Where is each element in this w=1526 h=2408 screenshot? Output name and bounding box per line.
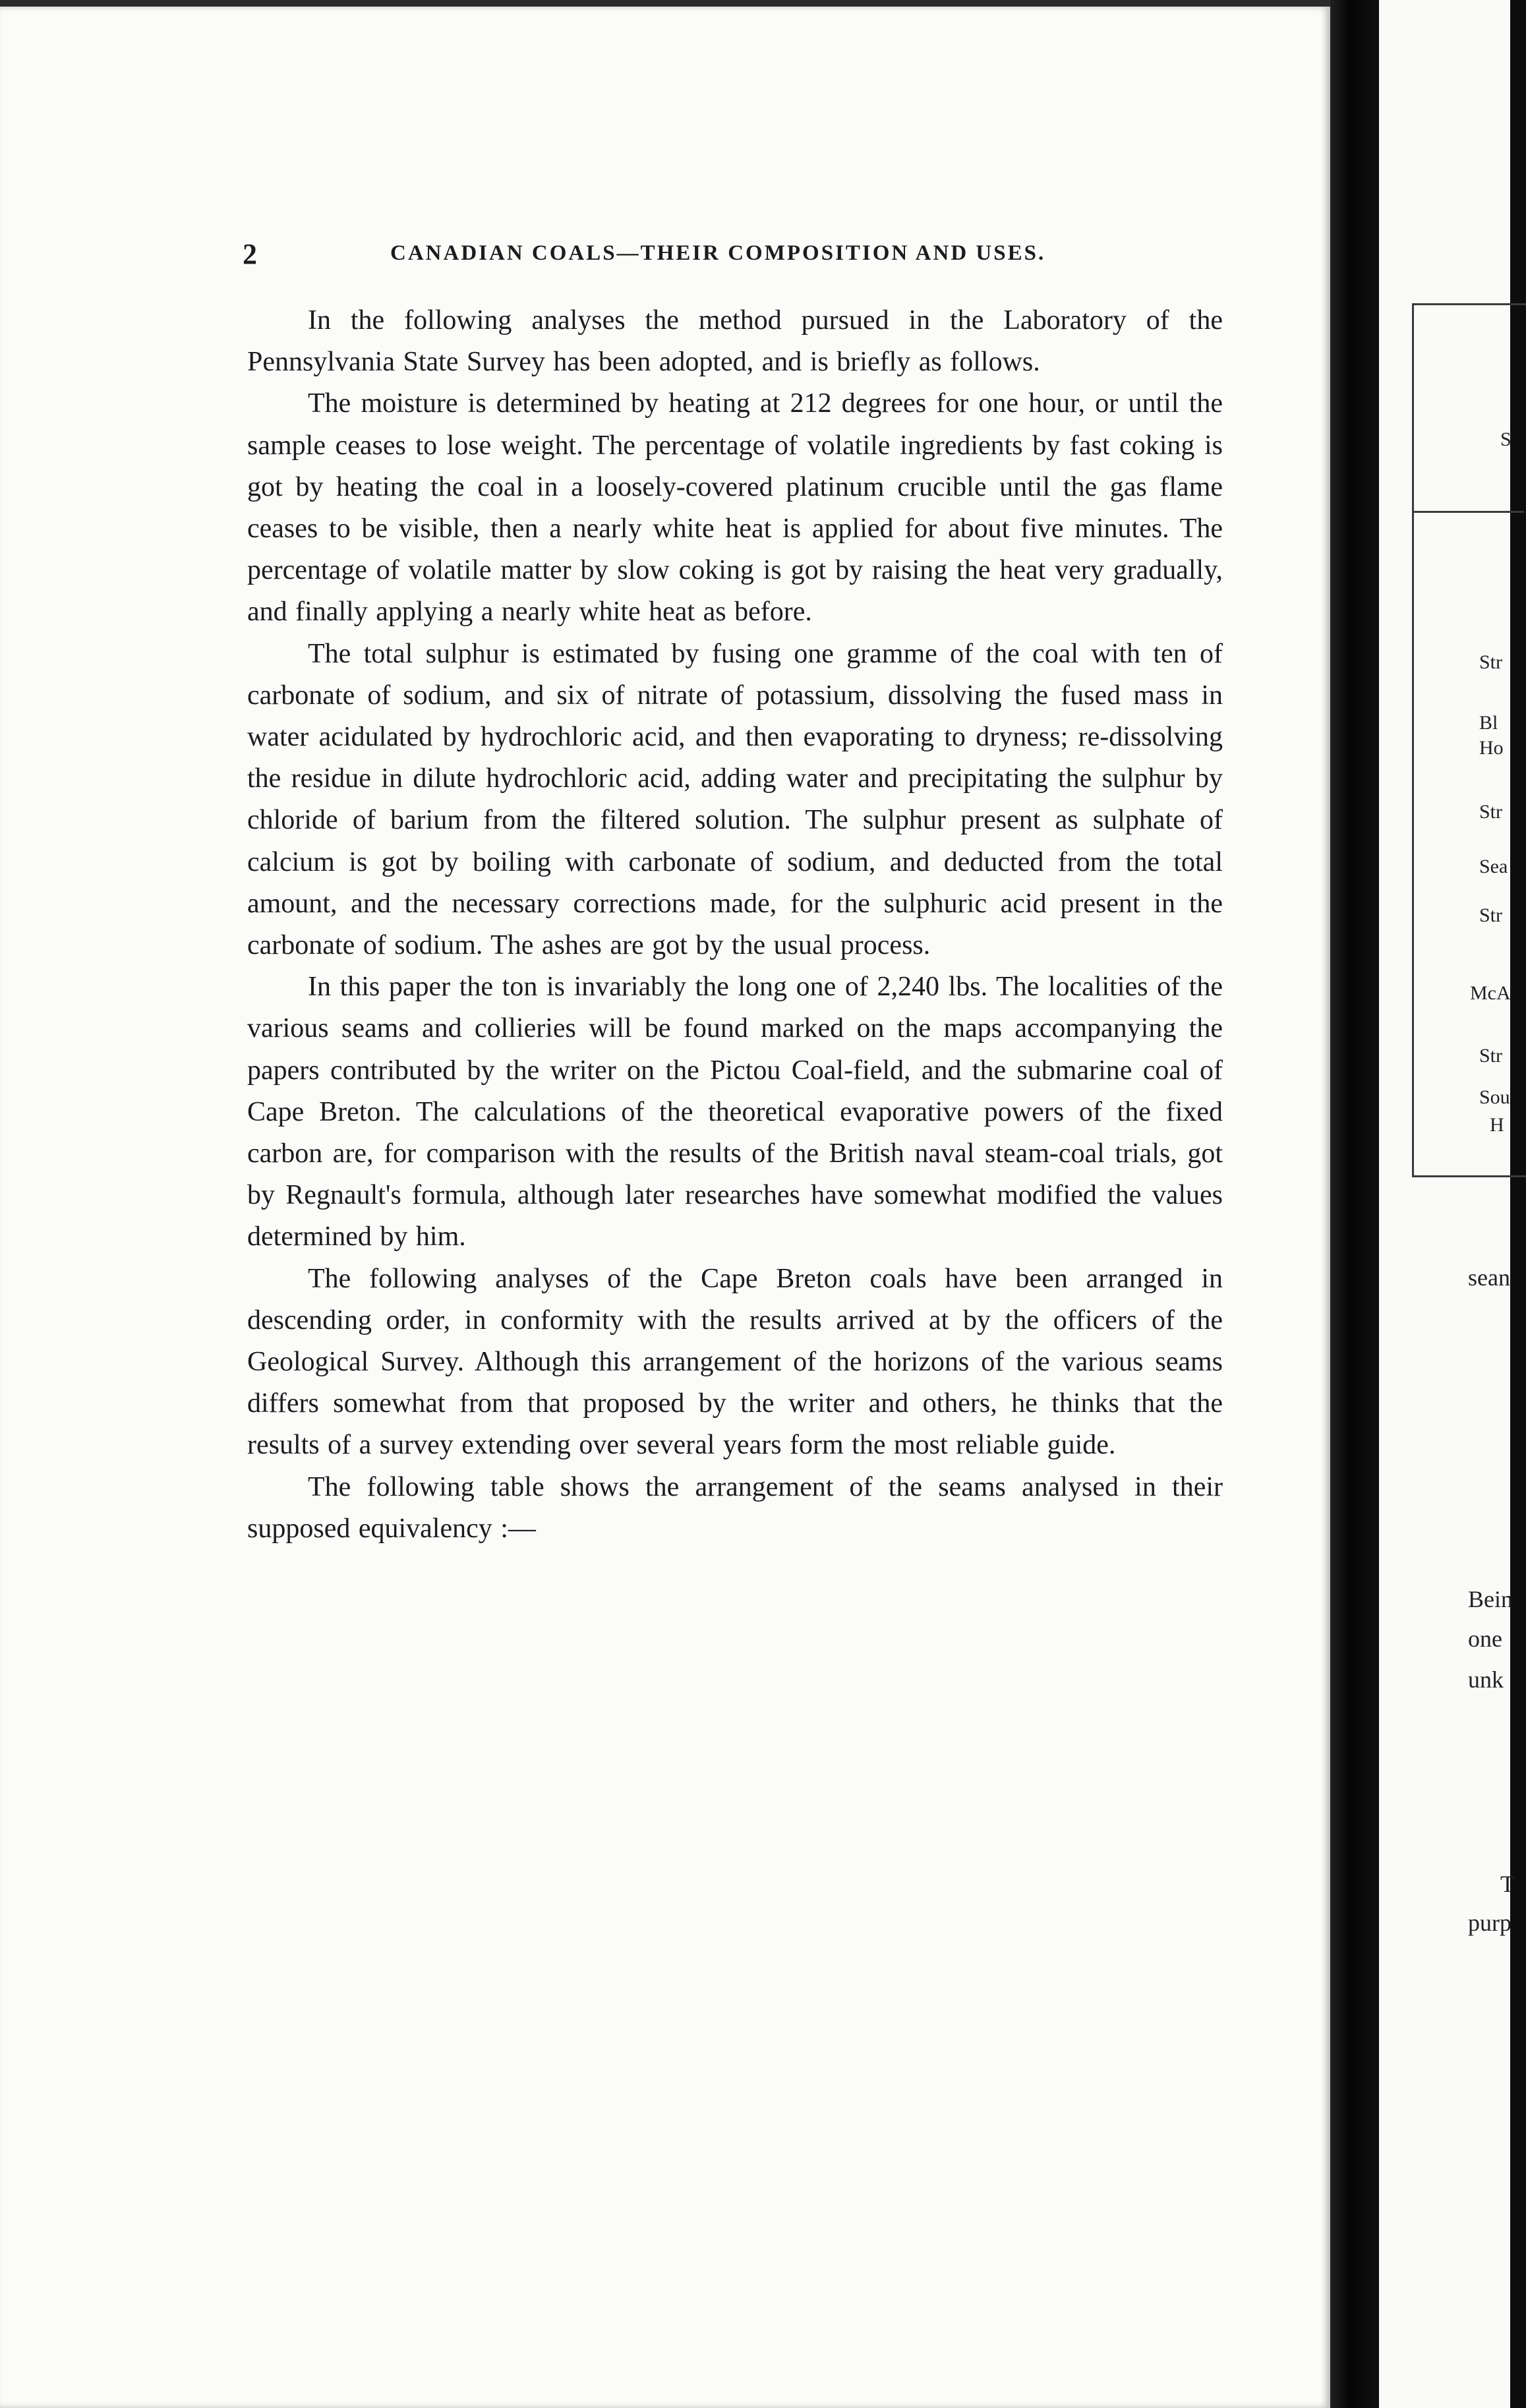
paragraph-method: In the following analyses the method pursued in the Laboratory of the Pennsylvania State Survey has been adopted, and is briefly as follows.	[247, 305, 1223, 378]
paragraph-moisture: The moisture is determined by heating at 212 degrees for one hour, or until the sample ceases to lose weight. The percentage of volatile ingredients by fast coking is got by heating the coal in a loosely-covered platinum crucible until the gas flame ceases to be visible, then a nearly white heat is applied for about five minutes. The percentage of volatile matter by slow coking is got by raising the heat very gradually, and finally applying a nearly white heat as before.	[247, 388, 1223, 628]
page-number: 2	[243, 238, 257, 270]
facing-fragment: Bl	[1479, 712, 1498, 734]
paragraph-sulphur: The total sulphur is estimated by fusing one gramme of the coal with ten of carbonate of sodium, and six of nitrate of potassium, dissolving the fused mass in water acidulated by hydrochloric acid, and then evaporating to dryness; re-dissolving the residue in dilute hydrochloric acid, adding water and precipitating the sulphur by chloride of barium from the filtered solution. The sulphur present as sulphate of calcium is got by boiling with carbonate of sodium, and deducted from the total amount, and the necessary corrections made, for the sulphuric acid present in the carbonate of sodium. The ashes are got by the usual process.	[247, 638, 1223, 961]
facing-fragment: unk	[1468, 1666, 1504, 1693]
running-head: CANADIAN COALS—THEIR COMPOSITION AND USES.	[390, 241, 1046, 265]
paragraph-table-intro: The following table shows the arrangement of the seams analysed in their supposed equivalency :—	[247, 1471, 1223, 1544]
facing-fragment: Str	[1479, 801, 1503, 823]
facing-fragment: Bein	[1468, 1586, 1513, 1612]
page-header	[243, 236, 1212, 276]
facing-fragment: S	[1500, 428, 1511, 450]
facing-table-rule	[1412, 511, 1524, 513]
facing-fragment: Sea	[1479, 856, 1508, 877]
book-gutter	[1330, 0, 1379, 2408]
paragraph-analyses-order: The following analyses of the Cape Breton coals have been arranged in descending order, in conformity with the results arrived at by the officers of the Geological Survey. Although this arrangement of the horizons of the various seams differs somewhat from that proposed by the writer and others, he thinks that the results of a survey extending over several years form the most reliable guide.	[247, 1263, 1223, 1461]
facing-fragment: H	[1490, 1114, 1504, 1136]
facing-fragment: purp	[1468, 1910, 1511, 1936]
body-text	[247, 300, 1223, 1550]
facing-fragment: one	[1468, 1626, 1502, 1652]
facing-fragment: Sou	[1479, 1086, 1510, 1108]
facing-fragment: Str	[1479, 904, 1503, 926]
facing-fragment: sean	[1468, 1264, 1510, 1291]
facing-fragment: Ho	[1479, 737, 1504, 759]
facing-page	[1379, 0, 1515, 2408]
facing-fragment: T	[1500, 1871, 1515, 1897]
facing-fragment: McA	[1470, 982, 1511, 1004]
paragraph-ton: In this paper the ton is invariably the long one of 2,240 lbs. The localities of the various seams and collieries will be found marked on the maps accompanying the papers contributed by the writer on the Pictou Coal-field, and the submarine coal of Cape Breton. The calculations of the theoretical evaporative powers of the fixed carbon are, for comparison with the results of the British naval steam-coal trials, got by Regnault's formula, although later researches have somewhat modified the values determined by him.	[247, 972, 1223, 1252]
facing-fragment: Str	[1479, 1045, 1503, 1067]
facing-fragment: Str	[1479, 651, 1503, 673]
